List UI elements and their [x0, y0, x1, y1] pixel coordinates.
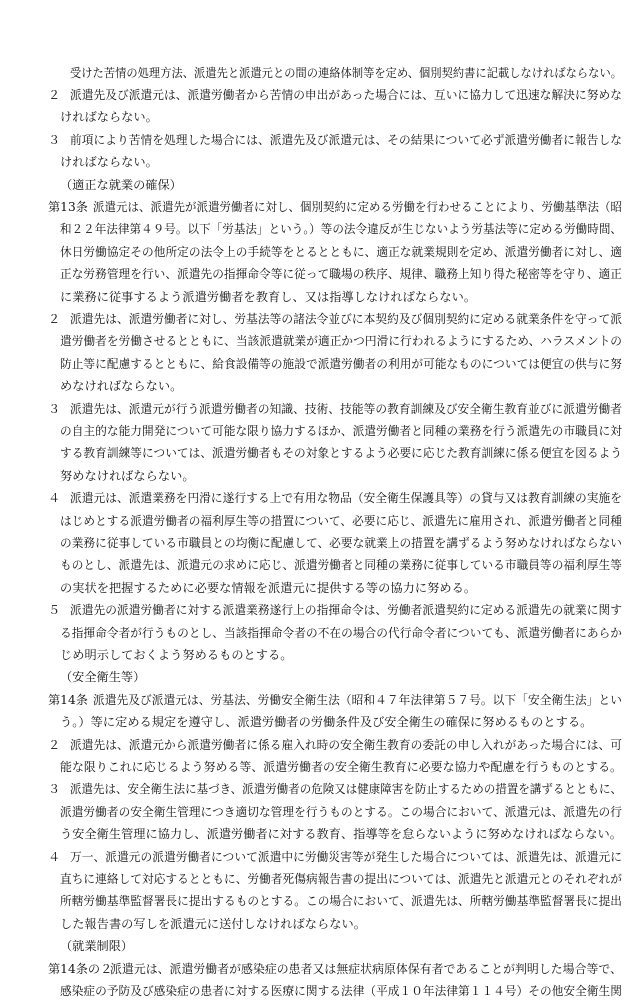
text-line: 所轄労働基準監督署長に提出するものとする。この場合において、派遣先は、所轄労働基準監督署長に提出 — [60, 894, 623, 909]
text-line: 派遣先は、派遣元から派遣労働者に係る雇入れ時の安全衛生教育の委託の申し入れがあった場合には、可 — [70, 737, 622, 752]
text-line: 派遣先は、安全衛生法に基づき、派遣労働者の危険又は健康障害を防止するための措置を講ずるとともに、 — [70, 782, 623, 797]
text-line: 派遣先及び派遣元は、派遣労働者から苦情の申出があった場合には、互いに協力して迅速な解決に努めな — [70, 88, 622, 102]
text-line: 派遣元は、派遣先が派遣労働者に対し、個別契約に定める労働を行わせることにより、労働基準法（昭 — [93, 200, 622, 214]
section-heading-h14-2: （就業制限） — [60, 939, 134, 954]
text-line: る指揮命令者が行うものとし、当該指揮命令者の不在の場合の代行命令者についても、派遣労働者にあらか — [60, 625, 623, 640]
paragraph-number: ３ — [48, 782, 61, 797]
text-line: 和２２年法律第４９号。以下「労基法」という。）等の法令違反が生じないよう労基法等に定める労働時間、 — [60, 222, 623, 237]
text-line: 派遣先は、派遣元が行う派遣労働者の知識、技術、技能等の教育訓練及び安全衛生教育並びに派遣労働者 — [70, 401, 622, 416]
text-line: に業務に従事するよう派遣労働者を教育し、又は指導しなければならない。 — [60, 289, 477, 304]
text-line: 派遣元は、派遣業務を円滑に遂行する上で有用な物品（安全衛生保護具等）の貸与又は教育訓練の実施を — [70, 491, 622, 506]
paragraph-number: ３ — [48, 132, 61, 147]
text-line: 受けた苦情の処理方法、派遣先と派遣元との間の連絡体制等を定め、個別契約書に記載しなければならない。 — [70, 66, 623, 80]
text-line: 派遣先及び派遣元は、労基法、労働安全衛生法（昭和４７年法律第５７号。以下「安全衛生法」とい — [93, 692, 622, 707]
text-line: 能な限りこれに応じるよう努める等、派遣労働者の安全衛生教育に必要な協力や配慮を行うものとする。 — [60, 759, 623, 774]
text-line: の業務に従事している市職員との均衡に配慮して、必要な就業上の措置を講ずるよう努めなければならない — [60, 535, 623, 550]
section-heading-13: （適正な就業の確保） — [60, 177, 182, 192]
text-line: 防止等に配慮するとともに、給食設備等の施設で派遣労働者の利用が可能なものについては便宜の供与に努 — [60, 356, 623, 371]
text-line: 休日労働協定その他所定の法令上の手続等をとるとともに、適正な就業規則を定め、派遣労働者に対し、適 — [60, 244, 622, 259]
text-line: はじめとする派遣労働者の福利厚生等の措置について、必要に応じ、派遣先に雇用され、派遣労働者と同種 — [60, 513, 622, 528]
text-line: の自主的な能力開発について可能な限り協力するほか、派遣労働者と同種の業務を行う派遣先の市職員に対 — [60, 423, 623, 438]
text-line: ものとし、派遣先は、派遣元の求めに応じ、派遣労働者と同種の業務に従事している市職員等の福利厚生等 — [60, 558, 622, 573]
text-line: じめ明示しておくよう努めるものとする。 — [60, 647, 293, 662]
paragraph-number: ５ — [48, 603, 61, 618]
article-number: 第14条 — [48, 692, 88, 707]
text-line: した報告書の写しを派遣元に送付しなければならない。 — [60, 916, 366, 931]
text-line: の実状を把握するために必要な情報を派遣元に提供する等の協力に努める。 — [60, 580, 477, 595]
paragraph-number: ２ — [48, 312, 61, 326]
paragraph-number: ４ — [48, 491, 61, 506]
text-line: ければならない。 — [60, 110, 158, 125]
text-line: 派遣先の派遣労働者に対する派遣業務遂行上の指揮命令は、労働者派遣契約に定める派遣先の就業に関す — [70, 603, 622, 618]
paragraph-number: ３ — [48, 401, 61, 416]
text-line: 派遣元は、派遣労働者が感染症の患者又は無症状病原体保有者であることが判明した場合等で、 — [110, 961, 622, 976]
text-line: 感染症の予防及び感染症の患者に対する医療に関する法律（平成１０年法律第１１４号）その他安全衛生関 — [60, 983, 622, 998]
paragraph-number: ２ — [48, 737, 61, 752]
text-line: 努めなければならない。 — [60, 468, 195, 483]
paragraph-number: ４ — [48, 849, 61, 864]
text-line: 万一、派遣元の派遣労働者について派遣中に労働災害等が発生した場合については、派遣先は、派遣元に — [70, 849, 622, 864]
text-line: 正な労務管理を行い、派遣先の指揮命令等に従って職場の秩序、規律、職務上知り得た秘密等を守り、適正 — [60, 267, 622, 282]
paragraph-number: ２ — [48, 88, 61, 102]
text-line: 前項により苦情を処理した場合には、派遣先及び派遣元は、その結果について必ず派遣労働者に報告しな — [70, 132, 622, 147]
article-number: 第14条の２ — [48, 961, 113, 976]
text-line: う安全衛生管理に協力し、派遣労働者に対する教育、指導等を怠らないように努めなければならない。 — [60, 827, 622, 842]
text-line: 派遣先は、派遣労働者に対し、労基法等の諸法令並びに本契約及び個別契約に定める就業条件を守って派 — [70, 312, 622, 326]
text-line: めなければならない。 — [60, 379, 183, 394]
section-heading-14: （安全衛生等） — [60, 670, 146, 685]
text-line: 直ちに連絡して対応するとともに、労働者死傷病報告書の提出については、派遣先と派遣元とのそれぞれが — [60, 871, 623, 886]
text-line: 派遣労働者の安全衛生管理につき適切な管理を行うものとする。この場合において、派遣元は、派遣先の行 — [60, 804, 622, 819]
text-line: する教育訓練等については、派遣労働者もその対象とするよう必要に応じた教育訓練に係る便宜を図るよう — [60, 446, 623, 461]
text-line: う。）等に定める規定を遵守し、派遣労働者の労働条件及び安全衛生の確保に努めるものとする。 — [60, 715, 593, 730]
text-line: 遣労働者を労働させるとともに、当該派遣就業が適正かつ円滑に行われるようにするため、ハラスメントの — [60, 334, 623, 349]
text-line: ければならない。 — [60, 155, 158, 170]
article-number: 第13条 — [48, 200, 88, 214]
